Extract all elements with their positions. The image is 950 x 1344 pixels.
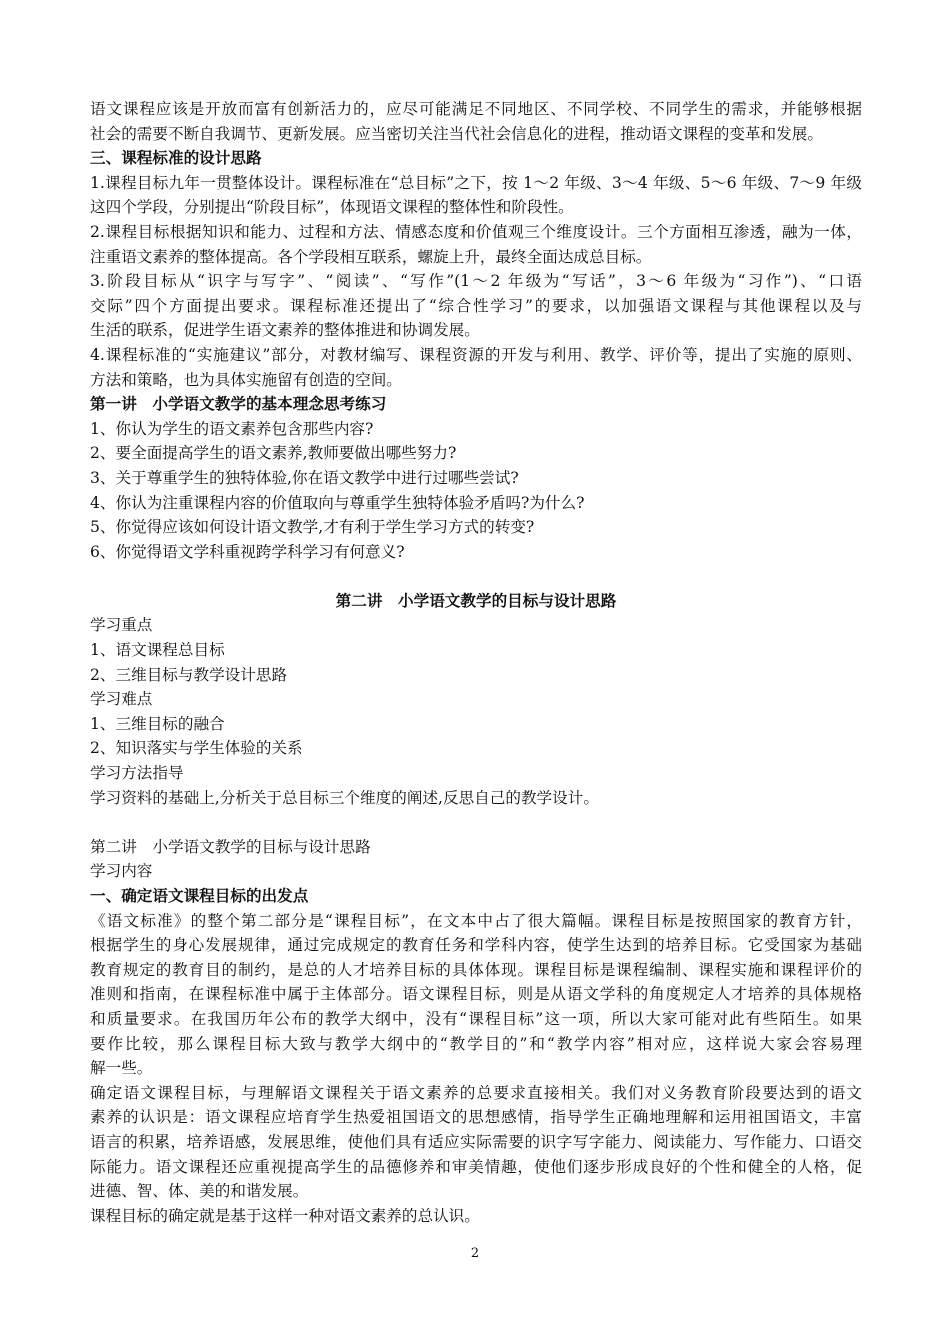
text-line: 2、三维目标与教学设计思路 — [90, 665, 288, 684]
blank-line — [90, 810, 862, 835]
text-line: 学习内容 — [90, 862, 153, 881]
paragraph-line: 解一些。 — [90, 1059, 153, 1078]
paragraph-line: 社会的需要不断自我调节、更新发展。应当密切关注当代社会信息化的进程，推动语文课程的变革和发展。 — [90, 124, 823, 143]
page-number: 2 — [470, 1246, 480, 1261]
text-line: 学习资料的基础上,分析关于总目标三个维度的阐述,反思自己的教学设计。 — [90, 788, 599, 807]
paragraph-line: 3.阶段目标从“识字与写字”、“阅读”、“写作”(1～2 年级为“写话”，3～6 年级为“习作”)、“口语 — [90, 272, 862, 291]
text-line: 学习方法指导 — [90, 764, 184, 783]
paragraph-line: 交际”四个方面提出要求。课程标准还提出了“综合性学习”的要求，以加强语文课程与其他课程以及与 — [90, 296, 862, 315]
paragraph-line: 要作比较，那么课程目标大致与教学大纲中的“教学目的”和“教学内容”相对应，这样说大家会容易理 — [90, 1034, 862, 1053]
text-line: 3、关于尊重学生的独特体验,你在语文教学中进行过哪些尝试? — [90, 468, 519, 487]
paragraph-line: 4.课程标准的“实施建议”部分，对教材编写、课程资源的开发与利用、教学、评价等，提出了实施的原则、 — [90, 345, 862, 364]
paragraph-line: 进德、智、体、美的和谐发展。 — [90, 1182, 309, 1201]
paragraph-line: 际能力。语文课程还应重视提高学生的品德修养和审美情趣，使他们逐步形成良好的个性和健全的人格，促 — [90, 1157, 862, 1176]
paragraph — [90, 343, 862, 392]
paragraph — [90, 269, 862, 343]
paragraph-line: 语言的积累，培养语感，发展思维，使他们具有适应实际需要的识字写字能力、阅读能力、写作能力、口语交 — [90, 1132, 862, 1151]
paragraph — [90, 909, 862, 1081]
blank-line — [90, 564, 862, 589]
text-line: 学习重点 — [90, 616, 153, 635]
paragraph-line: 语文课程应该是开放而富有创新活力的，应尽可能满足不同地区、不同学校、不同学生的需求，并能够根据 — [90, 100, 862, 118]
paragraph-line: 注重语文素养的整体提高。各个学段相互联系，螺旋上升，最终全面达成总目标。 — [90, 247, 652, 266]
text-line: 2、要全面提高学生的语文素养,教师要做出哪些努力? — [90, 444, 457, 463]
paragraph-line: 这四个学段，分别提出“阶段目标”，体现语文课程的整体性和阶段性。 — [90, 198, 574, 217]
paragraph-line: 教育规定的教育目的制约，是总的人才培养目标的具体体现。课程目标是课程编制、课程实施和课程评价的 — [90, 960, 862, 979]
paragraph-line: 生活的联系，促进学生语文素养的整体推进和协调发展。 — [90, 321, 480, 340]
paragraph-line: 和质量要求。在我国历年公布的教学大纲中，没有“课程目标”这一项，所以大家可能对此有些陌生。如果 — [90, 1009, 862, 1028]
text-line: 第二讲 小学语文教学的目标与设计思路 — [90, 837, 371, 856]
paragraph-line: 确定语文课程目标，与理解语文课程关于语文素养的总要求直接相关。我们对义务教育阶段要达到的语文 — [90, 1083, 862, 1102]
text-line: 2、知识落实与学生体验的关系 — [90, 739, 303, 758]
document-body — [90, 97, 862, 1228]
lecture-title: 第二讲 小学语文教学的目标与设计思路 — [335, 591, 617, 610]
paragraph — [90, 1081, 862, 1204]
section-heading: 三、课程标准的设计思路 — [90, 149, 262, 168]
text-line: 4、你认为注重课程内容的价值取向与尊重学生独特体验矛盾吗?为什么? — [90, 493, 585, 512]
paragraph-line: 1.课程目标九年一贯整体设计。课程标准在“总目标”之下，按 1～2 年级、3～4 年级、5～6 年级、7～9 年级 — [90, 173, 862, 192]
paragraph-line: 《语文标准》的整个第二部分是“课程目标”，在文本中占了很大篇幅。课程目标是按照国家的教育方针， — [90, 911, 862, 930]
text-line: 1、语文课程总目标 — [90, 641, 225, 660]
paragraph-line: 方法和策略，也为具体实施留有创造的空间。 — [90, 370, 402, 389]
paragraph-line: 准则和指南，在课程标准中属于主体部分。语文课程目标，则是从语文学科的角度规定人才培养的具体规格 — [90, 985, 862, 1004]
paragraph — [90, 97, 862, 146]
text-line: 课程目标的确定就是基于这样一种对语文素养的总认识。 — [90, 1206, 480, 1225]
paragraph-line: 2.课程目标根据知识和能力、过程和方法、情感态度和价值观三个维度设计。三个方面相互渗透，融为一体， — [90, 222, 862, 241]
text-line: 5、你觉得应该如何设计语文教学,才有利于学生学习方式的转变? — [90, 518, 535, 537]
paragraph-line: 根据学生的身心发展规律，通过完成规定的教育任务和学科内容，使学生达到的培养目标。它受国家为基础 — [90, 936, 862, 955]
section-heading: 第一讲 小学语文教学的基本理念思考练习 — [90, 395, 387, 414]
text-line: 1、三维目标的融合 — [90, 714, 225, 733]
text-line: 学习难点 — [90, 690, 153, 709]
paragraph-line: 素养的认识是：语文课程应培育学生热爱祖国语文的思想感情，指导学生正确地理解和运用祖国语文，丰富 — [90, 1108, 862, 1127]
paragraph — [90, 171, 862, 220]
text-line: 1、你认为学生的语文素养包含那些内容? — [90, 419, 374, 438]
paragraph — [90, 220, 862, 269]
section-heading: 一、确定语文课程目标的出发点 — [90, 887, 309, 905]
text-line: 6、你觉得语文学科重视跨学科学习有何意义? — [90, 542, 405, 561]
